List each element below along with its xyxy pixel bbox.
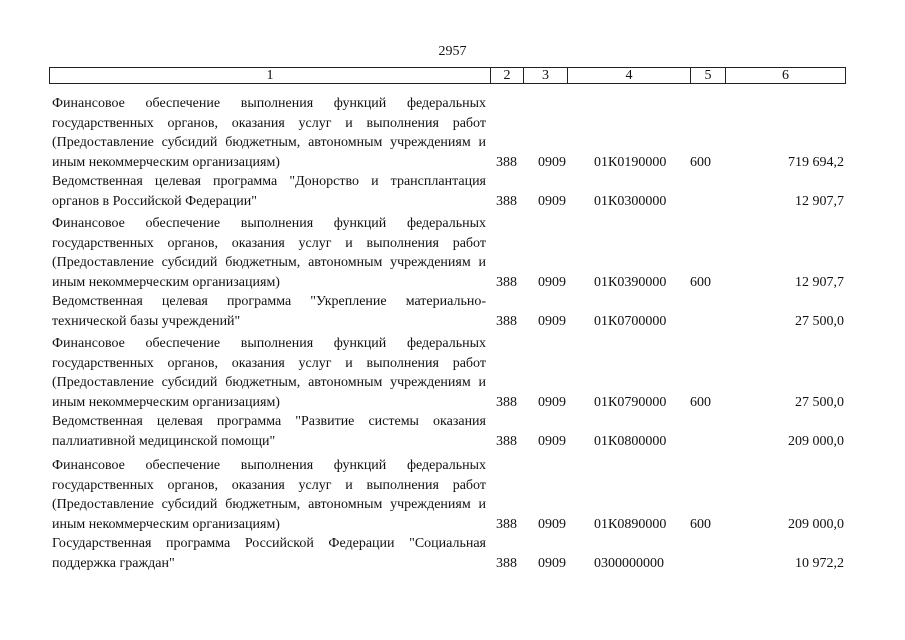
column-header-table [49, 67, 846, 84]
row-amount: 12 907,7 [795, 193, 844, 209]
row-code: 388 [496, 394, 517, 410]
row-amount: 27 500,0 [795, 313, 844, 329]
row-code: 388 [496, 313, 517, 329]
row-name: Финансовое обеспечение выполнения функций федеральных государственных органов, оказания услуг и выполнения работ (Предоставление субсидий бюджетным, автономным учреждениям и иным некоммерческим организациям) [52, 216, 486, 290]
row-name: Ведомственная целевая программа "Развитие системы оказания паллиативной медицинской помощи" [52, 414, 486, 449]
row-name: Финансовое обеспечение выполнения функций федеральных государственных органов, оказания услуг и выполнения работ (Предоставление субсидий бюджетным, автономным учреждениям и иным некоммерческим организациям) [52, 96, 486, 170]
table-row [0, 94, 905, 172]
row-type: 600 [690, 274, 711, 290]
row-type: 600 [690, 394, 711, 410]
row-name: Ведомственная целевая программа "Укрепление материально-технической базы учреждений" [52, 294, 486, 329]
row-section: 0909 [538, 555, 566, 571]
row-target: 01К0800000 [594, 433, 667, 449]
row-section: 0909 [538, 394, 566, 410]
column-header-6: 6 [726, 68, 846, 84]
row-section: 0909 [538, 433, 566, 449]
table-row [0, 456, 905, 534]
table-row [0, 534, 905, 573]
column-header-2: 2 [491, 68, 524, 84]
row-target: 01К0300000 [594, 193, 667, 209]
row-target: 01К0390000 [594, 274, 667, 290]
row-code: 388 [496, 516, 517, 532]
row-code: 388 [496, 274, 517, 290]
row-target: 0300000000 [594, 555, 664, 571]
row-amount: 209 000,0 [788, 433, 844, 449]
row-type: 600 [690, 154, 711, 170]
row-name: Государственная программа Российской Федерации "Социальная поддержка граждан" [52, 536, 486, 571]
row-code: 388 [496, 433, 517, 449]
page-number: 2957 [438, 44, 467, 59]
row-amount: 209 000,0 [788, 516, 844, 532]
row-amount: 719 694,2 [788, 154, 844, 170]
table-row [0, 214, 905, 292]
column-header-3: 3 [524, 68, 568, 84]
row-name: Финансовое обеспечение выполнения функций федеральных государственных органов, оказания услуг и выполнения работ (Предоставление субсидий бюджетным, автономным учреждениям и иным некоммерческим организациям) [52, 336, 486, 410]
table-row [0, 412, 905, 451]
row-name: Ведомственная целевая программа "Донорство и трансплантация органов в Российской Федерации" [52, 174, 486, 209]
table-row [0, 334, 905, 412]
row-section: 0909 [538, 313, 566, 329]
row-section: 0909 [538, 193, 566, 209]
row-section: 0909 [538, 154, 566, 170]
row-target: 01К0190000 [594, 154, 667, 170]
table-row [0, 292, 905, 331]
column-header-row [50, 68, 846, 84]
column-header-5: 5 [691, 68, 726, 84]
row-name: Финансовое обеспечение выполнения функций федеральных государственных органов, оказания услуг и выполнения работ (Предоставление субсидий бюджетным, автономным учреждениям и иным некоммерческим организациям) [52, 458, 486, 532]
column-header-1: 1 [50, 68, 491, 84]
column-header-4: 4 [568, 68, 691, 84]
row-code: 388 [496, 555, 517, 571]
row-amount: 27 500,0 [795, 394, 844, 410]
row-amount: 12 907,7 [795, 274, 844, 290]
row-section: 0909 [538, 274, 566, 290]
row-section: 0909 [538, 516, 566, 532]
row-target: 01К0790000 [594, 394, 667, 410]
row-amount: 10 972,2 [795, 555, 844, 571]
table-row [0, 172, 905, 211]
row-target: 01К0890000 [594, 516, 667, 532]
row-code: 388 [496, 154, 517, 170]
row-target: 01К0700000 [594, 313, 667, 329]
row-type: 600 [690, 516, 711, 532]
row-code: 388 [496, 193, 517, 209]
